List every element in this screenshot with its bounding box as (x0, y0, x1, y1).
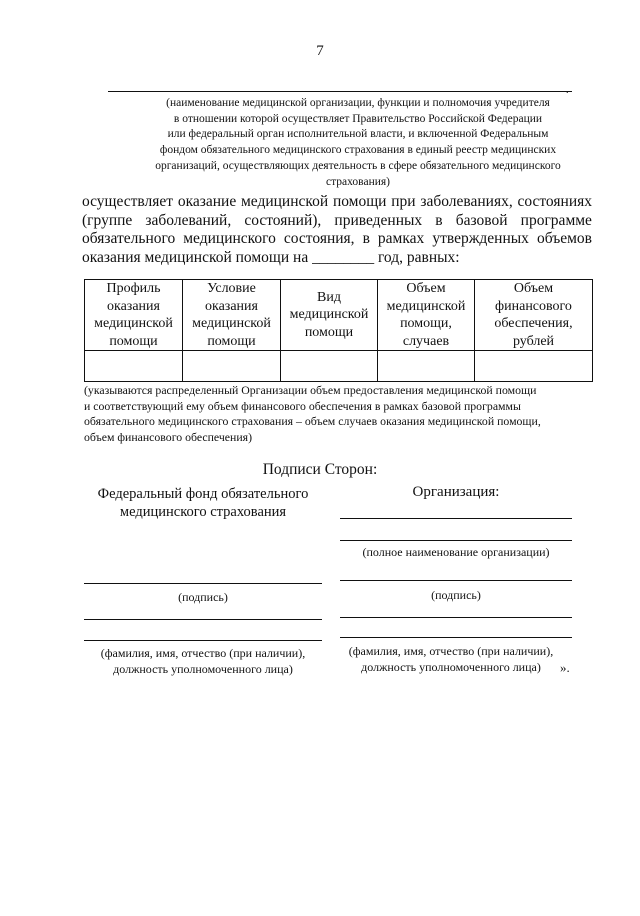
left-name-line-2 (84, 640, 322, 641)
caption-line: организаций, осуществляющих деятельность в сфере обязательного медицинского (155, 159, 561, 172)
signatures-title: Подписи Сторон: (262, 461, 378, 478)
word: утвержденных (432, 230, 529, 248)
year-blank: ________ (312, 248, 375, 266)
note-line: обязательного медицинского страхования – объем случаев оказания медицинской помощи, (84, 414, 541, 429)
table-cell (378, 351, 475, 382)
table-header-row (85, 280, 593, 351)
left-signature-caption: (подпись) (178, 590, 228, 604)
left-name-line-1 (84, 619, 322, 620)
caption-line: должность уполномоченного лица) (113, 662, 293, 676)
note-line: объем финансового обеспечения) (84, 429, 253, 444)
word: заболеваний, (145, 211, 232, 229)
word: рамках (377, 230, 425, 248)
word: состояниях (517, 193, 592, 210)
left-party-title-line: медицинского страхования (119, 504, 287, 520)
table-row (85, 351, 593, 382)
org-name-line-1 (340, 518, 572, 519)
table-cell (183, 351, 281, 382)
left-party-title-line: Федеральный фонд обязательного (97, 486, 309, 502)
word: медицинского (183, 230, 276, 248)
paragraph-line (82, 212, 592, 231)
left-name-caption (84, 645, 322, 677)
table-cell (475, 351, 593, 382)
word: помощи (332, 193, 387, 210)
line-tick-mark: . (566, 85, 569, 96)
closing-quote: ». (560, 660, 570, 675)
word: состояний), (244, 211, 322, 229)
table-header-cell: Объем финансового обеспечения, рублей (475, 280, 593, 351)
organization-caption (118, 96, 598, 190)
volume-table (84, 279, 593, 382)
table-note (84, 383, 592, 445)
org-name-caption: (полное наименование организации) (362, 545, 550, 559)
right-name-line-2 (340, 637, 572, 638)
paragraph-line (82, 230, 592, 249)
word: осуществляет (82, 193, 174, 210)
caption-line: должность уполномоченного лица) (361, 660, 541, 674)
org-name-line-2 (340, 540, 572, 541)
caption-line: в отношении которой осуществляет Правительство Российской Федерации (173, 112, 543, 125)
word: (группе (82, 211, 133, 229)
table-header-cell: Условие оказания медицинской помощи (183, 280, 281, 351)
word: объемов (536, 230, 592, 248)
right-name-line-1 (340, 617, 572, 618)
caption-line: (фамилия, имя, отчество (при наличии), (348, 644, 554, 658)
word: приведенных (334, 211, 423, 229)
right-name-caption (340, 643, 562, 675)
word: при (391, 193, 416, 210)
paragraph-line (82, 193, 592, 212)
word: программе (520, 211, 592, 229)
word: обязательного (82, 230, 176, 248)
word: заболеваниях, (420, 193, 513, 210)
body-paragraph (82, 193, 592, 267)
word: в (362, 230, 370, 248)
right-signature-caption: (подпись) (431, 588, 481, 602)
table-header-cell: Вид медицинской помощи (281, 280, 378, 351)
left-party-title (84, 485, 322, 521)
word: базовой (455, 211, 508, 229)
right-signature-line (340, 580, 572, 581)
paragraph-line (82, 249, 592, 268)
table-header-cell: Объем медицинской помощи, случаев (378, 280, 475, 351)
caption-line: фондом обязательного медицинского страхования в единый реестр медицинских (159, 144, 557, 157)
table-header-cell: Профиль оказания медицинской помощи (85, 280, 183, 351)
organization-name-line (108, 91, 572, 92)
note-line: и соответствующий ему объем финансового обеспечения в рамках базовой программы (84, 398, 521, 413)
note-line: (указываются распределенный Организации объем предоставления медицинской помощи (84, 383, 537, 397)
table-cell (281, 351, 378, 382)
word: состояния, (283, 230, 355, 248)
word: в (435, 211, 443, 229)
left-signature-line (84, 583, 322, 584)
right-party-title: Организация: (412, 484, 500, 500)
page-number: 7 (316, 43, 324, 59)
caption-line: или федеральный орган исполнительной власти, и включенной Федеральным (167, 128, 549, 141)
word: оказание (177, 193, 237, 210)
table-cell (85, 351, 183, 382)
caption-line: (фамилия, имя, отчество (при наличии), (100, 646, 306, 660)
word: медицинской (240, 193, 329, 210)
text: оказания медицинской помощи на (82, 248, 313, 266)
caption-line: страхования) (326, 175, 390, 188)
caption-line: (наименование медицинской организации, функции и полномочия учредителя (166, 97, 550, 109)
text: год, равных: (374, 248, 460, 266)
